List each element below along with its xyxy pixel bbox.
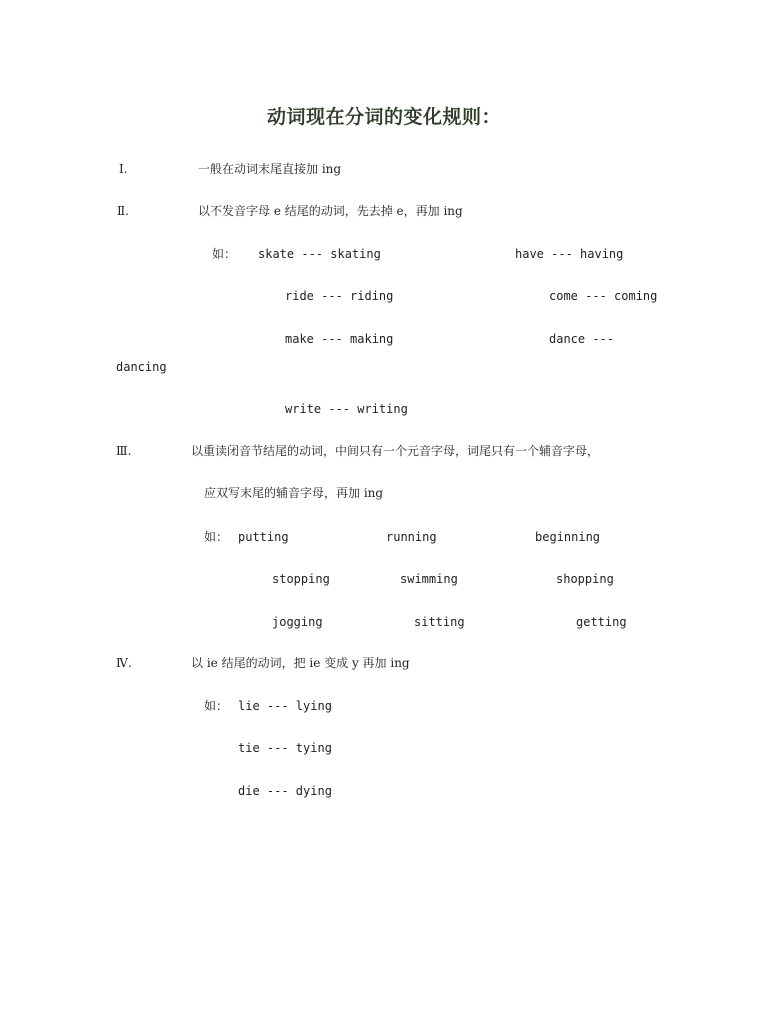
rule-4-example: tie --- tying: [238, 741, 332, 755]
rule-3-text: 以重读闭音节结尾的动词，中间只有一个元音字母，词尾只有一个辅音字母，: [191, 444, 600, 458]
rule-2-example: dancing: [116, 360, 167, 374]
rule-3-example: sitting: [414, 615, 465, 629]
rule-3-example: jogging: [272, 615, 323, 629]
page-title: 动词现在分词的变化规则：: [266, 106, 501, 128]
rule-3-text-continued: 应双写末尾的辅音字母，再加 ing: [204, 486, 384, 500]
rule-2-example-label: 如：: [212, 247, 237, 261]
rule-3-example: stopping: [272, 572, 330, 586]
rule-3-example: putting: [238, 530, 289, 544]
rule-2-numeral: Ⅱ.: [117, 204, 129, 218]
rule-3-example: shopping: [556, 572, 614, 586]
rule-1-numeral: Ⅰ.: [119, 162, 128, 176]
rule-4-example-label: 如：: [204, 699, 229, 713]
rule-3-example-label: 如：: [204, 530, 229, 544]
rule-3-example: running: [386, 530, 437, 544]
rule-3-example: getting: [576, 615, 627, 629]
rule-2-example: dance ---: [549, 332, 615, 346]
rule-3-numeral: Ⅲ.: [116, 444, 132, 458]
rule-2-example: write --- writing: [285, 402, 408, 416]
rule-2-text: 以不发音字母 e 结尾的动词，先去掉 e，再加 ing: [198, 204, 463, 218]
rule-3-example: swimming: [400, 572, 458, 586]
rule-2-example: make --- making: [285, 332, 394, 346]
rule-4-text: 以 ie 结尾的动词，把 ie 变成 y 再加 ing: [191, 656, 410, 670]
rule-2-example: skate --- skating: [258, 247, 381, 261]
rule-1-text: 一般在动词末尾直接加 ing: [198, 162, 342, 176]
rule-2-example: ride --- riding: [285, 289, 394, 303]
rule-2-example: come --- coming: [549, 289, 658, 303]
rule-4-numeral: Ⅳ.: [116, 656, 132, 670]
rule-4-example: die --- dying: [238, 784, 332, 798]
rule-4-example: lie --- lying: [238, 699, 332, 713]
rule-2-example: have --- having: [515, 247, 624, 261]
rule-3-example: beginning: [535, 530, 601, 544]
